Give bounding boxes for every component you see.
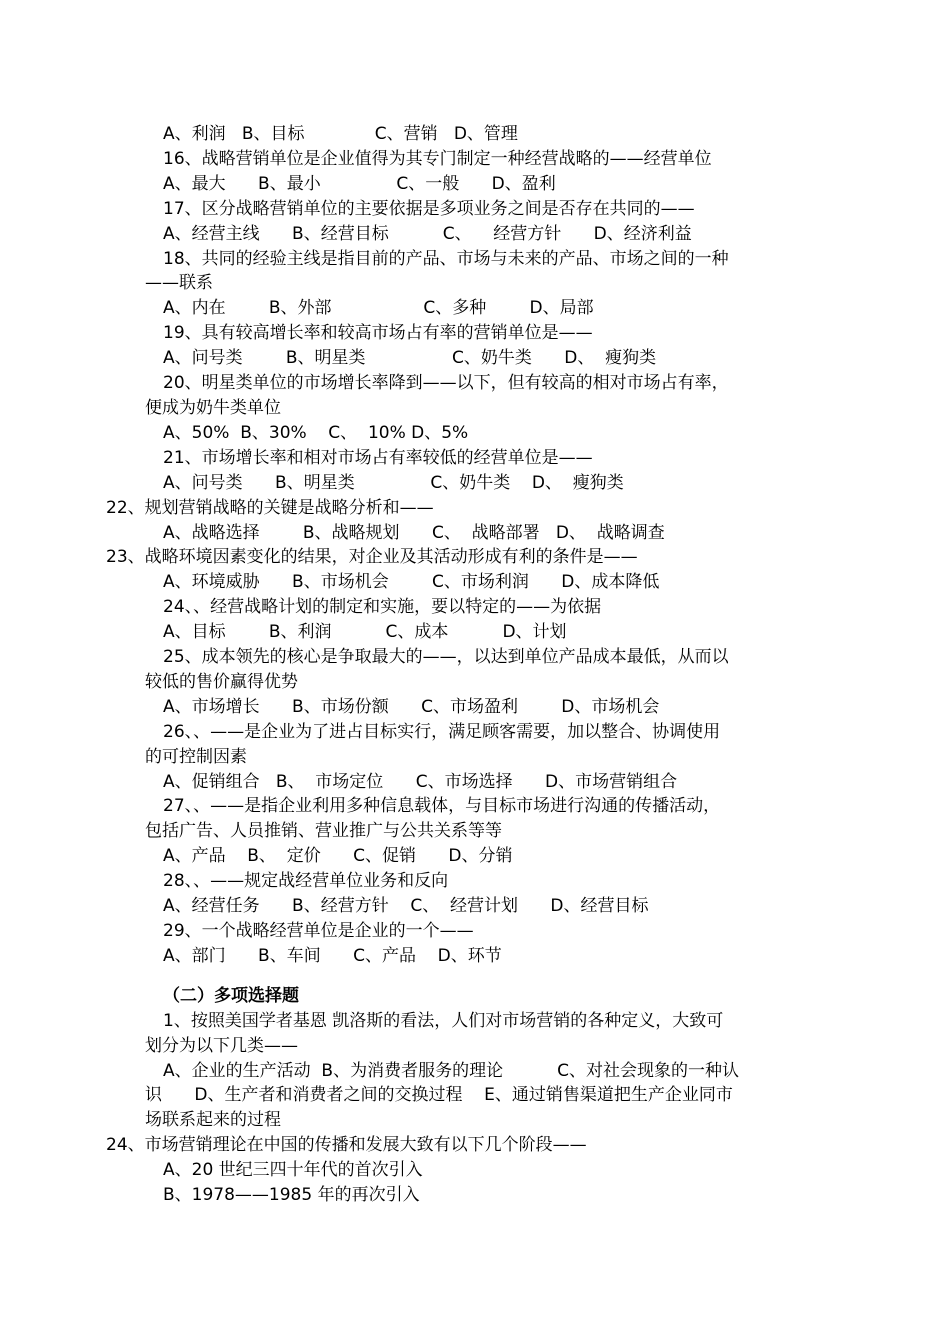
- question-26: 26、、——是企业为了进占目标实行，满足顾客需要，加以整合、协调使用: [163, 721, 721, 742]
- answer-options-15: A、利润 B、目标 C、营销 D、管理: [163, 124, 518, 144]
- question-17: 17、区分战略营销单位的主要依据是多项业务之间是否存在共同的——: [163, 198, 695, 219]
- question-22: 22、规划营销战略的关键是战略分析和——: [106, 497, 434, 518]
- question-29: 29、一个战略经营单位是企业的一个——: [163, 921, 474, 941]
- answer-options-27: A、产品 B、 定价 C、促销 D、分销: [163, 846, 513, 867]
- answer-options-26: A、促销组合 B、 市场定位 C、市场选择 D、市场营销组合: [163, 771, 678, 792]
- question-21: 21、市场增长率和相对市场占有率较低的经营单位是——: [163, 447, 593, 468]
- answer-options-24: A、目标 B、利润 C、成本 D、计划: [163, 622, 567, 643]
- answer-options-19: A、问号类 B、明星类 C、奶牛类 D、 瘦狗类: [163, 348, 657, 369]
- question-27-continued: 包括广告、人员推销、营业推广与公共关系等等: [145, 821, 502, 842]
- mc-answer-options-1-end: 场联系起来的过程: [145, 1110, 281, 1131]
- question-19: 19、具有较高增长率和较高市场占有率的营销单位是——: [163, 323, 593, 344]
- question-16: 16、战略营销单位是企业值得为其专门制定一种经营战略的——经营单位: [163, 148, 712, 169]
- question-28: 28、、——规定战经营单位业务和反向: [163, 871, 449, 892]
- answer-options-16: A、最大 B、最小 C、一般 D、盈利: [163, 173, 556, 194]
- question-20-continued: 便成为奶牛类单位: [145, 397, 281, 418]
- mc-answer-options-1: A、企业的生产活动 B、为消费者服务的理论 C、对社会现象的一种认: [163, 1060, 740, 1081]
- answer-options-20: A、50% B、30% C、 10% D、5%: [163, 422, 469, 443]
- document-body: [0, 122, 950, 1208]
- question-18-continued: ——联系: [145, 273, 213, 294]
- section-heading-multiple-choice: （二）多项选择题: [163, 985, 299, 1006]
- answer-options-17: A、经营主线 B、经营目标 C、 经营方针 D、经济利益: [163, 223, 692, 244]
- answer-options-29: A、部门 B、车间 C、产品 D、环节: [163, 945, 502, 966]
- question-26-continued: 的可控制因素: [145, 746, 247, 767]
- question-18: 18、共同的经验主线是指目前的产品、市场与未来的产品、市场之间的一种: [163, 248, 729, 269]
- mc-question-1-continued: 划分为以下几类——: [145, 1035, 298, 1056]
- mc-answer-options-1-continued: 识 D、生产者和消费者之间的交换过程 E、通过销售渠道把生产企业同市: [145, 1085, 733, 1106]
- answer-options-28: A、经营任务 B、经营方针 C、 经营计划 D、经营目标: [163, 896, 649, 917]
- answer-options-25: A、市场增长 B、市场份额 C、市场盈利 D、市场机会: [163, 696, 660, 717]
- mc-answer-option-a: A、20 世纪三四十年代的首次引入: [163, 1160, 423, 1181]
- question-25-continued: 较低的售价赢得优势: [145, 671, 298, 692]
- mc-question-24: 24、市场营销理论在中国的传播和发展大致有以下几个阶段——: [106, 1135, 587, 1156]
- mc-question-1: 1、按照美国学者基恩 凯洛斯的看法，人们对市场营销的各种定义，大致可: [163, 1010, 724, 1031]
- question-23: 23、战略环境因素变化的结果，对企业及其活动形成有利的条件是——: [106, 547, 638, 568]
- answer-options-21: A、问号类 B、明星类 C、奶牛类 D、 瘦狗类: [163, 472, 624, 493]
- answer-options-23: A、环境威胁 B、市场机会 C、市场利润 D、成本降低: [163, 572, 660, 593]
- question-24: 24、、经营战略计划的制定和实施，要以特定的——为依据: [163, 597, 602, 618]
- question-20: 20、明星类单位的市场增长率降到——以下，但有较高的相对市场占有率，: [163, 373, 729, 394]
- mc-answer-option-b: B、1978——1985 年的再次引入: [163, 1185, 420, 1206]
- question-27: 27、、——是指企业利用多种信息载体，与目标市场进行沟通的传播活动，: [163, 796, 721, 817]
- answer-options-22: A、战略选择 B、战略规划 C、 战略部署 D、 战略调查: [163, 522, 665, 543]
- answer-options-18: A、内在 B、外部 C、多种 D、局部: [163, 298, 594, 319]
- question-25: 25、成本领先的核心是争取最大的——，以达到单位产品成本最低，从而以: [163, 647, 729, 668]
